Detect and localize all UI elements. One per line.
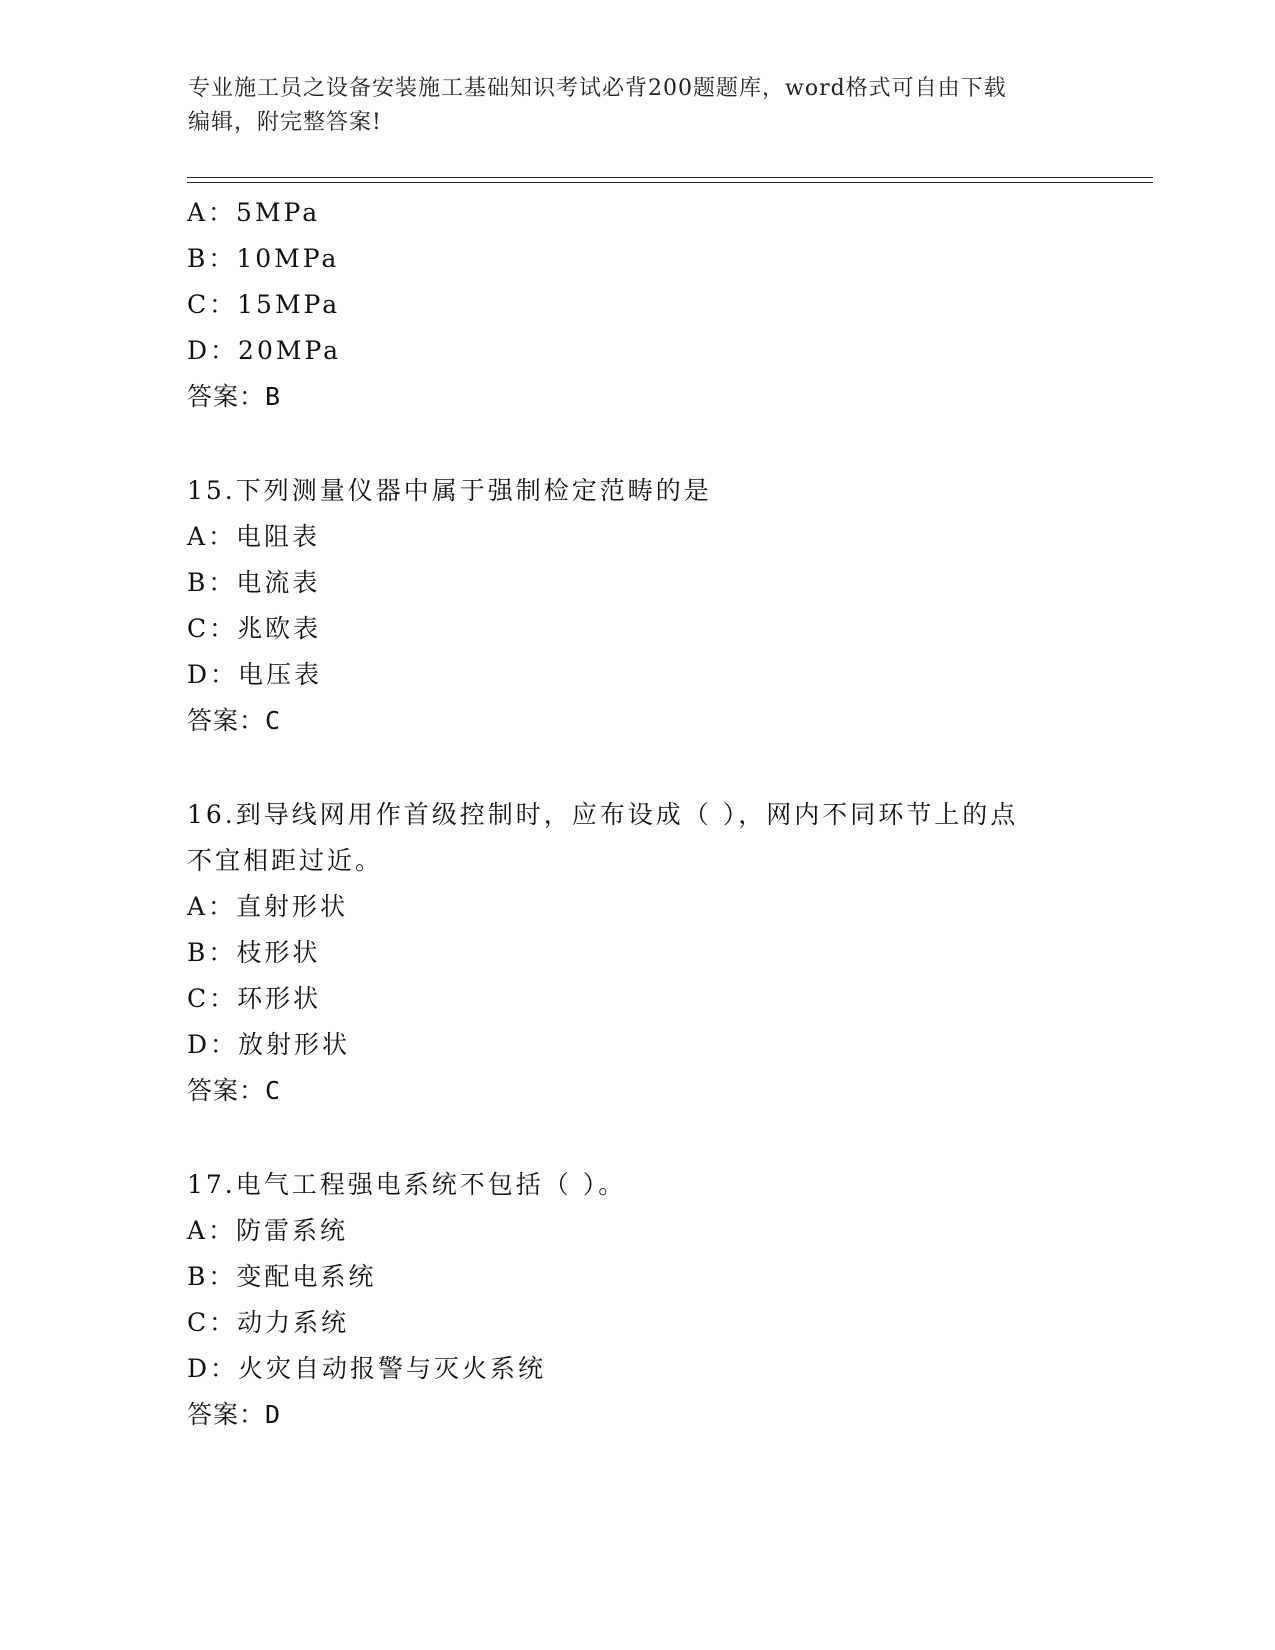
option-c: C：兆欧表	[187, 614, 322, 643]
spacer	[187, 1114, 1087, 1162]
question-list	[187, 190, 1087, 1438]
question-block-continued	[187, 190, 1087, 420]
question-stem-line-1: 16.到导线网用作首级控制时，应布设成（ ），网内不同环节上的点	[187, 800, 1019, 829]
option-b: B：变配电系统	[187, 1262, 377, 1291]
option-b: B：10MPa	[187, 244, 340, 273]
spacer	[187, 420, 1087, 468]
question-block-17	[187, 1162, 1087, 1438]
question-block-16	[187, 792, 1087, 1114]
option-c: C：15MPa	[187, 290, 341, 319]
question-stem-line-2: 不宜相距过近。	[187, 846, 384, 875]
answer-label: 答案：C	[187, 1076, 282, 1105]
option-d: D：火灾自动报警与灭火系统	[187, 1354, 547, 1383]
option-c: C：环形状	[187, 984, 322, 1013]
option-a: A：5MPa	[187, 198, 321, 227]
spacer	[187, 744, 1087, 792]
header-title-line-1: 专业施工员之设备安装施工基础知识考试必背200题题库，word格式可自由下载	[188, 76, 1007, 101]
option-d: D：电压表	[187, 660, 323, 689]
option-a: A：直射形状	[187, 892, 349, 921]
question-stem: 15.下列测量仪器中属于强制检定范畴的是	[187, 476, 712, 505]
header-title-line-2: 编辑，附完整答案!	[188, 110, 382, 135]
option-d: D：放射形状	[187, 1030, 351, 1059]
answer-label: 答案：B	[187, 382, 282, 411]
question-stem: 17.电气工程强电系统不包括（ ）。	[187, 1170, 627, 1199]
document-header	[188, 72, 1088, 140]
option-b: B：电流表	[187, 568, 321, 597]
option-a: A：防雷系统	[187, 1216, 349, 1245]
option-c: C：动力系统	[187, 1308, 350, 1337]
answer-label: 答案：C	[187, 706, 282, 735]
option-a: A：电阻表	[187, 522, 321, 551]
option-d: D：20MPa	[187, 336, 342, 365]
answer-label: 答案：D	[187, 1400, 282, 1429]
header-divider-bottom	[187, 182, 1153, 183]
question-block-15	[187, 468, 1087, 744]
header-divider-top	[187, 177, 1153, 178]
option-b: B：枝形状	[187, 938, 321, 967]
